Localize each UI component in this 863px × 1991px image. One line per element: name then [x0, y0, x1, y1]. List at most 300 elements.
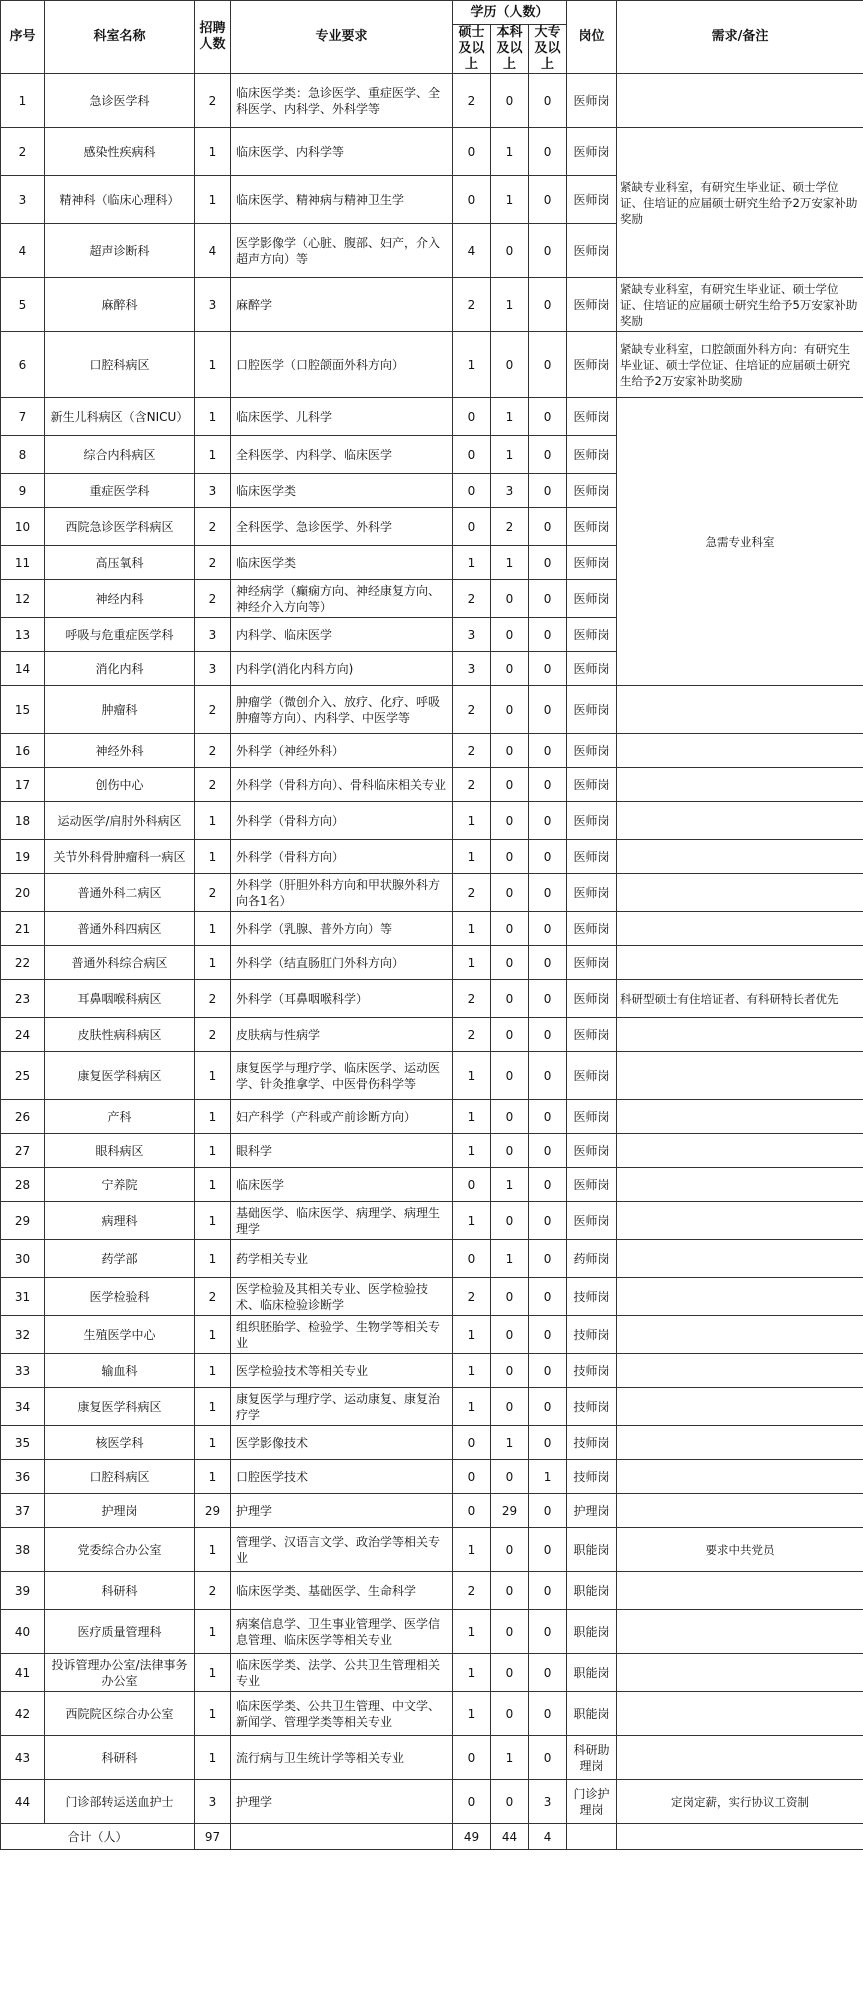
- table-row: [1, 1354, 863, 1388]
- row-count: 2: [195, 74, 231, 128]
- row-major: 外科学（骨科方向）、骨科临床相关专业: [231, 768, 453, 802]
- row-major: 眼科学: [231, 1134, 453, 1168]
- row-bachelor: 0: [491, 1052, 529, 1100]
- row-college: 0: [529, 278, 567, 332]
- row-dept: 综合内科病区: [45, 436, 195, 474]
- row-note-empty: [617, 1692, 863, 1736]
- row-dept: 科研科: [45, 1736, 195, 1780]
- total-major-empty: [231, 1824, 453, 1850]
- row-master: 0: [453, 1240, 491, 1278]
- row-count: 1: [195, 1134, 231, 1168]
- row-bachelor: 0: [491, 74, 529, 128]
- table-row: [1, 1388, 863, 1426]
- row-count: 2: [195, 1018, 231, 1052]
- row-college: 0: [529, 1240, 567, 1278]
- header-dept: 科室名称: [45, 1, 195, 74]
- row-major: 医学检验技术等相关专业: [231, 1354, 453, 1388]
- table-row: [1, 1134, 863, 1168]
- row-seq: 8: [1, 436, 45, 474]
- row-major: 妇产科学（产科或产前诊断方向）: [231, 1100, 453, 1134]
- row-college: 0: [529, 1388, 567, 1426]
- row-post: 医师岗: [567, 128, 617, 176]
- row-bachelor: 1: [491, 546, 529, 580]
- row-dept: 感染性疾病科: [45, 128, 195, 176]
- row-seq: 7: [1, 398, 45, 436]
- row-bachelor: 1: [491, 1426, 529, 1460]
- row-bachelor: 1: [491, 436, 529, 474]
- row-note-empty: [617, 1134, 863, 1168]
- row-count: 1: [195, 840, 231, 874]
- row-major: 医学检验及其相关专业、医学检验技术、临床检验诊断学: [231, 1278, 453, 1316]
- row-count: 1: [195, 1610, 231, 1654]
- row-seq: 33: [1, 1354, 45, 1388]
- row-master: 4: [453, 224, 491, 278]
- row-master: 3: [453, 618, 491, 652]
- row-master: 0: [453, 1736, 491, 1780]
- row-master: 1: [453, 840, 491, 874]
- row-post: 医师岗: [567, 734, 617, 768]
- row-dept: 精神科（临床心理科）: [45, 176, 195, 224]
- table-row: [1, 840, 863, 874]
- row-seq: 34: [1, 1388, 45, 1426]
- row-post: 门诊护理岗: [567, 1780, 617, 1824]
- row-seq: 26: [1, 1100, 45, 1134]
- row-post: 医师岗: [567, 436, 617, 474]
- row-count: 1: [195, 1654, 231, 1692]
- row-dept: 重症医学科: [45, 474, 195, 508]
- row-college: 0: [529, 474, 567, 508]
- row-seq: 24: [1, 1018, 45, 1052]
- header-master: 硕士及以上: [453, 25, 491, 74]
- row-post: 技师岗: [567, 1426, 617, 1460]
- row-master: 0: [453, 1460, 491, 1494]
- row-count: 3: [195, 1780, 231, 1824]
- row-post: 技师岗: [567, 1278, 617, 1316]
- row-note-empty: [617, 1426, 863, 1460]
- row-major: 临床医学类: [231, 474, 453, 508]
- table-row: [1, 1460, 863, 1494]
- row-post: 职能岗: [567, 1692, 617, 1736]
- row-note-empty: [617, 1610, 863, 1654]
- row-major: 全科医学、内科学、临床医学: [231, 436, 453, 474]
- row-bachelor: 0: [491, 332, 529, 398]
- table-row: [1, 946, 863, 980]
- row-seq: 14: [1, 652, 45, 686]
- header-note: 需求/备注: [617, 1, 863, 74]
- row-bachelor: 1: [491, 176, 529, 224]
- row-note-empty: [617, 912, 863, 946]
- row-dept: 康复医学科病区: [45, 1052, 195, 1100]
- row-major: 流行病与卫生统计学等相关专业: [231, 1736, 453, 1780]
- row-major: 外科学（骨科方向）: [231, 840, 453, 874]
- row-master: 1: [453, 1052, 491, 1100]
- row-note: 紧缺专业科室，有研究生毕业证、硕士学位证、住培证的应届硕士研究生给予2万安家补助奖励: [617, 128, 863, 278]
- row-note-empty: [617, 840, 863, 874]
- total-count: 97: [195, 1824, 231, 1850]
- row-count: 1: [195, 1736, 231, 1780]
- row-post: 护理岗: [567, 1494, 617, 1528]
- row-master: 1: [453, 1316, 491, 1354]
- row-post: 医师岗: [567, 332, 617, 398]
- row-bachelor: 0: [491, 734, 529, 768]
- row-count: 2: [195, 580, 231, 618]
- row-post: 医师岗: [567, 278, 617, 332]
- row-dept: 病理科: [45, 1202, 195, 1240]
- row-note-empty: [617, 1494, 863, 1528]
- table-row: [1, 1052, 863, 1100]
- row-note-empty: [617, 1052, 863, 1100]
- row-post: 医师岗: [567, 224, 617, 278]
- row-seq: 12: [1, 580, 45, 618]
- row-count: 2: [195, 874, 231, 912]
- row-post: 医师岗: [567, 1168, 617, 1202]
- row-major: 神经病学（癫痫方向、神经康复方向、神经介入方向等）: [231, 580, 453, 618]
- row-master: 0: [453, 1780, 491, 1824]
- row-count: 1: [195, 1354, 231, 1388]
- row-college: 0: [529, 1654, 567, 1692]
- row-dept: 急诊医学科: [45, 74, 195, 128]
- row-master: 1: [453, 1100, 491, 1134]
- row-post: 医师岗: [567, 946, 617, 980]
- row-bachelor: 0: [491, 768, 529, 802]
- header-college: 大专及以上: [529, 25, 567, 74]
- row-count: 29: [195, 1494, 231, 1528]
- row-count: 1: [195, 1692, 231, 1736]
- row-dept: 医疗质量管理科: [45, 1610, 195, 1654]
- row-dept: 口腔科病区: [45, 1460, 195, 1494]
- row-dept: 口腔科病区: [45, 332, 195, 398]
- row-master: 2: [453, 734, 491, 768]
- row-bachelor: 0: [491, 1692, 529, 1736]
- total-row: [1, 1824, 863, 1850]
- table-row: [1, 1100, 863, 1134]
- row-master: 1: [453, 946, 491, 980]
- row-dept: 皮肤性病科病区: [45, 1018, 195, 1052]
- row-college: 0: [529, 1494, 567, 1528]
- row-bachelor: 1: [491, 1736, 529, 1780]
- header-seq: 序号: [1, 1, 45, 74]
- row-seq: 16: [1, 734, 45, 768]
- row-post: 医师岗: [567, 874, 617, 912]
- row-seq: 13: [1, 618, 45, 652]
- row-post: 技师岗: [567, 1388, 617, 1426]
- row-master: 1: [453, 1202, 491, 1240]
- row-major: 医学影像技术: [231, 1426, 453, 1460]
- row-note: 要求中共党员: [617, 1528, 863, 1572]
- row-college: 0: [529, 734, 567, 768]
- row-count: 1: [195, 128, 231, 176]
- row-bachelor: 0: [491, 1460, 529, 1494]
- row-bachelor: 1: [491, 128, 529, 176]
- row-seq: 38: [1, 1528, 45, 1572]
- row-post: 医师岗: [567, 1134, 617, 1168]
- row-dept: 产科: [45, 1100, 195, 1134]
- row-dept: 投诉管理办公室/法律事务办公室: [45, 1654, 195, 1692]
- row-seq: 9: [1, 474, 45, 508]
- total-master: 49: [453, 1824, 491, 1850]
- row-count: 2: [195, 1572, 231, 1610]
- row-college: 0: [529, 176, 567, 224]
- row-master: 1: [453, 1528, 491, 1572]
- row-college: 0: [529, 802, 567, 840]
- row-master: 2: [453, 686, 491, 734]
- table-row: [1, 1278, 863, 1316]
- row-bachelor: 1: [491, 278, 529, 332]
- row-note-empty: [617, 686, 863, 734]
- table-row: [1, 398, 863, 436]
- row-seq: 6: [1, 332, 45, 398]
- row-dept: 康复医学科病区: [45, 1388, 195, 1426]
- row-major: 外科学（耳鼻咽喉科学）: [231, 980, 453, 1018]
- row-major: 口腔医学（口腔颌面外科方向）: [231, 332, 453, 398]
- row-college: 0: [529, 1692, 567, 1736]
- row-seq: 35: [1, 1426, 45, 1460]
- row-count: 1: [195, 398, 231, 436]
- row-post: 技师岗: [567, 1460, 617, 1494]
- row-bachelor: 0: [491, 1354, 529, 1388]
- row-post: 医师岗: [567, 618, 617, 652]
- row-post: 医师岗: [567, 580, 617, 618]
- row-note-empty: [617, 946, 863, 980]
- row-dept: 高压氧科: [45, 546, 195, 580]
- row-college: 3: [529, 1780, 567, 1824]
- row-note-empty: [617, 874, 863, 912]
- row-seq: 23: [1, 980, 45, 1018]
- row-post: 医师岗: [567, 1052, 617, 1100]
- row-seq: 27: [1, 1134, 45, 1168]
- header-bachelor: 本科及以上: [491, 25, 529, 74]
- row-seq: 20: [1, 874, 45, 912]
- table-row: [1, 686, 863, 734]
- row-major: 外科学（结直肠肛门外科方向）: [231, 946, 453, 980]
- row-college: 0: [529, 128, 567, 176]
- row-seq: 4: [1, 224, 45, 278]
- row-master: 2: [453, 768, 491, 802]
- row-bachelor: 0: [491, 1388, 529, 1426]
- total-label: 合计（人）: [1, 1824, 195, 1850]
- row-bachelor: 0: [491, 1654, 529, 1692]
- row-dept: 生殖医学中心: [45, 1316, 195, 1354]
- row-seq: 39: [1, 1572, 45, 1610]
- row-college: 0: [529, 1528, 567, 1572]
- row-master: 2: [453, 1018, 491, 1052]
- row-count: 1: [195, 1240, 231, 1278]
- row-note-empty: [617, 74, 863, 128]
- row-note-empty: [617, 768, 863, 802]
- row-dept: 医学检验科: [45, 1278, 195, 1316]
- row-note-empty: [617, 1240, 863, 1278]
- row-bachelor: 0: [491, 618, 529, 652]
- row-bachelor: 29: [491, 1494, 529, 1528]
- row-dept: 党委综合办公室: [45, 1528, 195, 1572]
- row-college: 0: [529, 652, 567, 686]
- row-seq: 40: [1, 1610, 45, 1654]
- table-row: [1, 1528, 863, 1572]
- table-row: [1, 74, 863, 128]
- row-count: 1: [195, 1316, 231, 1354]
- row-master: 2: [453, 874, 491, 912]
- row-dept: 普通外科二病区: [45, 874, 195, 912]
- table-row: [1, 332, 863, 398]
- row-count: 2: [195, 546, 231, 580]
- row-count: 2: [195, 980, 231, 1018]
- row-college: 0: [529, 580, 567, 618]
- row-post: 医师岗: [567, 912, 617, 946]
- table-row: [1, 128, 863, 176]
- table-row: [1, 1692, 863, 1736]
- table-row: [1, 802, 863, 840]
- row-note-empty: [617, 1018, 863, 1052]
- row-master: 1: [453, 1388, 491, 1426]
- row-count: 3: [195, 474, 231, 508]
- row-college: 0: [529, 1278, 567, 1316]
- row-note-empty: [617, 1460, 863, 1494]
- row-seq: 31: [1, 1278, 45, 1316]
- row-post: 技师岗: [567, 1354, 617, 1388]
- row-post: 医师岗: [567, 652, 617, 686]
- table-row: [1, 1654, 863, 1692]
- row-dept: 西院急诊医学科病区: [45, 508, 195, 546]
- row-seq: 3: [1, 176, 45, 224]
- row-seq: 42: [1, 1692, 45, 1736]
- row-dept: 普通外科综合病区: [45, 946, 195, 980]
- row-post: 医师岗: [567, 176, 617, 224]
- row-bachelor: 0: [491, 1610, 529, 1654]
- row-master: 0: [453, 128, 491, 176]
- total-note-empty: [617, 1824, 863, 1850]
- row-college: 0: [529, 398, 567, 436]
- row-post: 职能岗: [567, 1528, 617, 1572]
- table-row: [1, 1572, 863, 1610]
- row-post: 医师岗: [567, 1202, 617, 1240]
- row-master: 1: [453, 802, 491, 840]
- row-major: 组织胚胎学、检验学、生物学等相关专业: [231, 1316, 453, 1354]
- row-seq: 15: [1, 686, 45, 734]
- row-dept: 关节外科骨肿瘤科一病区: [45, 840, 195, 874]
- row-master: 0: [453, 436, 491, 474]
- row-major: 临床医学、内科学等: [231, 128, 453, 176]
- row-bachelor: 0: [491, 1316, 529, 1354]
- row-college: 0: [529, 840, 567, 874]
- total-college: 4: [529, 1824, 567, 1850]
- row-seq: 17: [1, 768, 45, 802]
- row-note-empty: [617, 1100, 863, 1134]
- row-count: 3: [195, 278, 231, 332]
- table-row: [1, 734, 863, 768]
- row-master: 0: [453, 474, 491, 508]
- row-college: 0: [529, 1018, 567, 1052]
- row-count: 1: [195, 1460, 231, 1494]
- row-seq: 32: [1, 1316, 45, 1354]
- table-row: [1, 1610, 863, 1654]
- row-post: 医师岗: [567, 802, 617, 840]
- row-note: 定岗定薪，实行协议工资制: [617, 1780, 863, 1824]
- row-master: 2: [453, 1278, 491, 1316]
- row-dept: 西院院区综合办公室: [45, 1692, 195, 1736]
- row-college: 0: [529, 436, 567, 474]
- row-college: 0: [529, 1354, 567, 1388]
- row-major: 临床医学类：急诊医学、重症医学、全科医学、内科学、外科学等: [231, 74, 453, 128]
- row-major: 临床医学: [231, 1168, 453, 1202]
- row-dept: 超声诊断科: [45, 224, 195, 278]
- row-post: 医师岗: [567, 508, 617, 546]
- table-row: [1, 980, 863, 1018]
- row-college: 0: [529, 1736, 567, 1780]
- row-major: 外科学（骨科方向）: [231, 802, 453, 840]
- row-post: 职能岗: [567, 1610, 617, 1654]
- row-bachelor: 0: [491, 1278, 529, 1316]
- row-seq: 36: [1, 1460, 45, 1494]
- row-note-empty: [617, 1168, 863, 1202]
- row-bachelor: 1: [491, 1240, 529, 1278]
- row-seq: 29: [1, 1202, 45, 1240]
- row-count: 2: [195, 1278, 231, 1316]
- row-seq: 10: [1, 508, 45, 546]
- row-dept: 门诊部转运送血护士: [45, 1780, 195, 1824]
- row-dept: 药学部: [45, 1240, 195, 1278]
- row-college: 0: [529, 1134, 567, 1168]
- row-bachelor: 1: [491, 398, 529, 436]
- row-college: 0: [529, 686, 567, 734]
- row-count: 1: [195, 1202, 231, 1240]
- table-row: [1, 912, 863, 946]
- row-master: 1: [453, 332, 491, 398]
- row-master: 2: [453, 1572, 491, 1610]
- row-post: 职能岗: [567, 1572, 617, 1610]
- row-college: 0: [529, 224, 567, 278]
- row-dept: 输血科: [45, 1354, 195, 1388]
- row-dept: 创伤中心: [45, 768, 195, 802]
- row-master: 0: [453, 176, 491, 224]
- row-count: 4: [195, 224, 231, 278]
- row-bachelor: 0: [491, 912, 529, 946]
- row-seq: 30: [1, 1240, 45, 1278]
- row-bachelor: 0: [491, 1100, 529, 1134]
- row-post: 医师岗: [567, 686, 617, 734]
- row-bachelor: 3: [491, 474, 529, 508]
- row-major: 临床医学类、公共卫生管理、中文学、新闻学、管理学类等相关专业: [231, 1692, 453, 1736]
- row-college: 0: [529, 1052, 567, 1100]
- row-bachelor: 0: [491, 980, 529, 1018]
- row-major: 皮肤病与性病学: [231, 1018, 453, 1052]
- row-major: 口腔医学技术: [231, 1460, 453, 1494]
- row-post: 医师岗: [567, 74, 617, 128]
- row-count: 2: [195, 508, 231, 546]
- header-edu: 学历（人数）: [453, 1, 567, 25]
- row-college: 0: [529, 912, 567, 946]
- row-college: 0: [529, 1202, 567, 1240]
- row-seq: 19: [1, 840, 45, 874]
- row-master: 1: [453, 1354, 491, 1388]
- row-note-empty: [617, 1278, 863, 1316]
- table-row: [1, 1316, 863, 1354]
- row-note-empty: [617, 1388, 863, 1426]
- row-bachelor: 0: [491, 1572, 529, 1610]
- row-dept: 麻醉科: [45, 278, 195, 332]
- row-dept: 眼科病区: [45, 1134, 195, 1168]
- row-master: 1: [453, 912, 491, 946]
- row-major: 医学影像学（心脏、腹部、妇产，介入超声方向）等: [231, 224, 453, 278]
- row-note: 紧缺专业科室，口腔颌面外科方向：有研究生毕业证、硕士学位证、住培证的应届硕士研究生给予2万安家补助奖励: [617, 332, 863, 398]
- row-count: 3: [195, 652, 231, 686]
- row-post: 职能岗: [567, 1654, 617, 1692]
- row-note: 紧缺专业科室，有研究生毕业证、硕士学位证、住培证的应届硕士研究生给予5万安家补助奖励: [617, 278, 863, 332]
- row-post: 医师岗: [567, 1018, 617, 1052]
- row-college: 0: [529, 508, 567, 546]
- table-row: [1, 1018, 863, 1052]
- total-bachelor: 44: [491, 1824, 529, 1850]
- row-master: 1: [453, 1134, 491, 1168]
